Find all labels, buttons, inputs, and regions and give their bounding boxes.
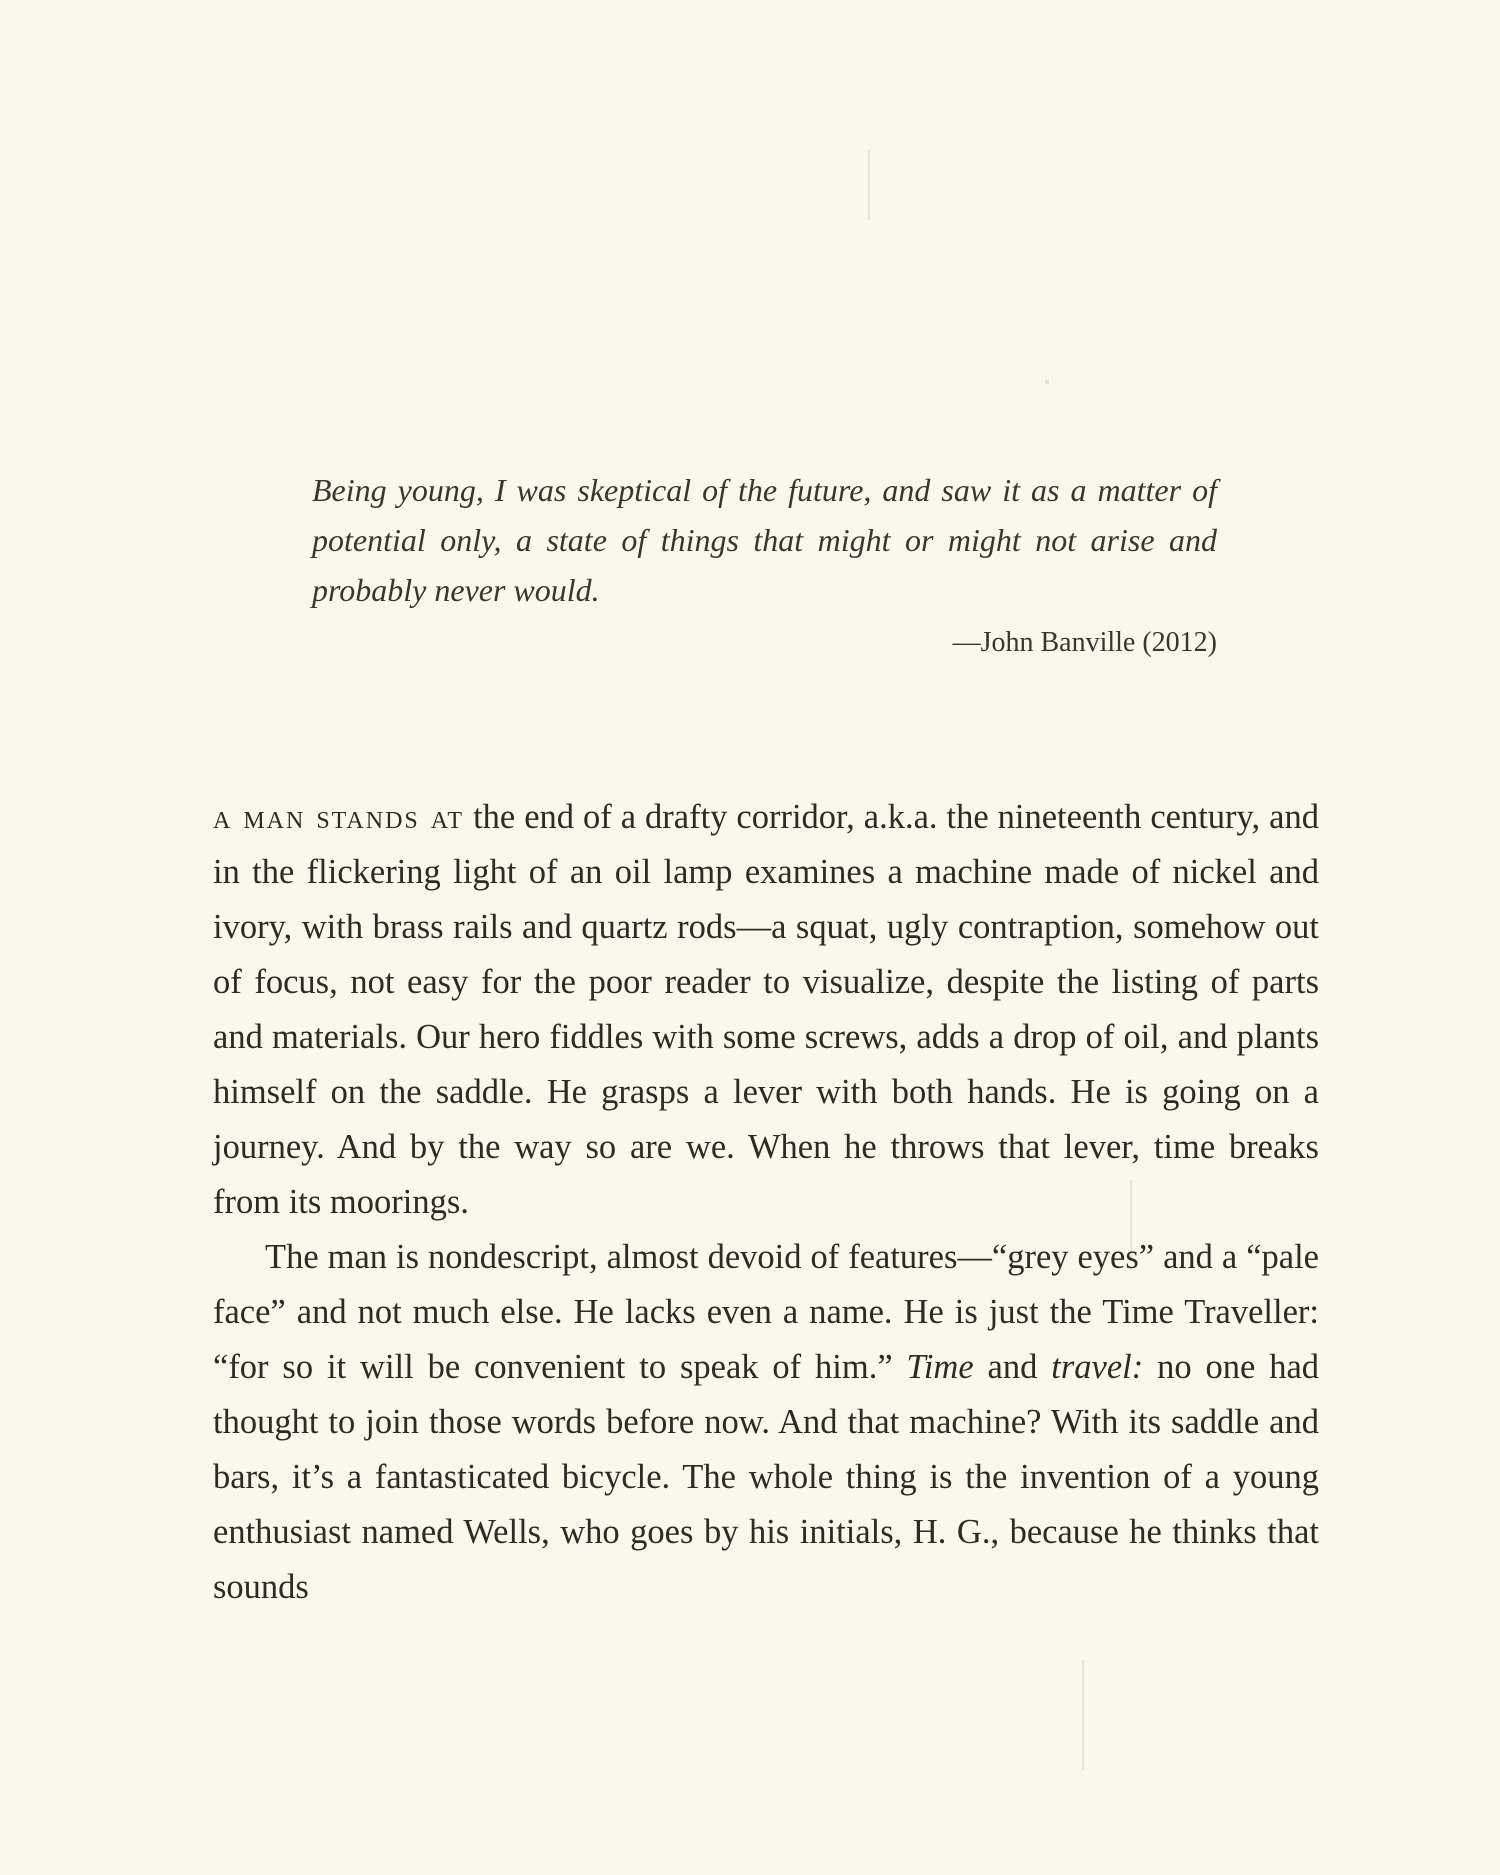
- epigraph-quote: Being young, I was skeptical of the future, and saw it as a matter of potential only, a state of things that might or might not arise and probably never would.: [312, 472, 1217, 608]
- chapter-opening-small-caps: a man stands at: [213, 798, 465, 836]
- italic-word-time: Time: [906, 1348, 974, 1386]
- body-text: [213, 790, 1319, 1615]
- epigraph-attribution: —John Banville (2012): [952, 627, 1217, 658]
- body-paragraph-1: [213, 790, 1319, 1230]
- paragraph-text: The man is nondescript, almost devoid of features—“grey eyes” and a “pale face” and not much else. He lacks even a name. He is just the Time Traveller: “for so it will be convenient to speak of him.”: [213, 1238, 1319, 1386]
- paragraph-text: no one had thought to join those words before now. And that machine? With its saddle and bars, it’s a fantasticated bicycle. The whole thing is the invention of a young enthusiast named Wells, who goes by his initials, H. G., because he thinks that sounds: [213, 1348, 1320, 1606]
- paragraph-text: and: [987, 1348, 1038, 1386]
- italic-word-travel: travel:: [1051, 1348, 1144, 1386]
- page-speck: [1045, 380, 1049, 384]
- page-speck: [868, 150, 870, 220]
- epigraph: [312, 465, 1217, 665]
- body-paragraph-2: [213, 1230, 1319, 1615]
- page-speck: [1082, 1660, 1084, 1770]
- paragraph-text: the end of a drafty corridor, a.k.a. the nineteenth century, and in the flickering light of an oil lamp examines a machine made of nickel and ivory, with brass rails and quartz rods—a squat, ugly contraption, somehow out of focus, not easy for the poor reader to visualize, despite the listing of parts and materials. Our hero fiddles with some screws, adds a drop of oil, and plants himself on the saddle. He grasps a lever with both hands. He is going on a journey. And by the way so are we. When he throws that lever, time breaks from its moorings.: [213, 798, 1319, 1221]
